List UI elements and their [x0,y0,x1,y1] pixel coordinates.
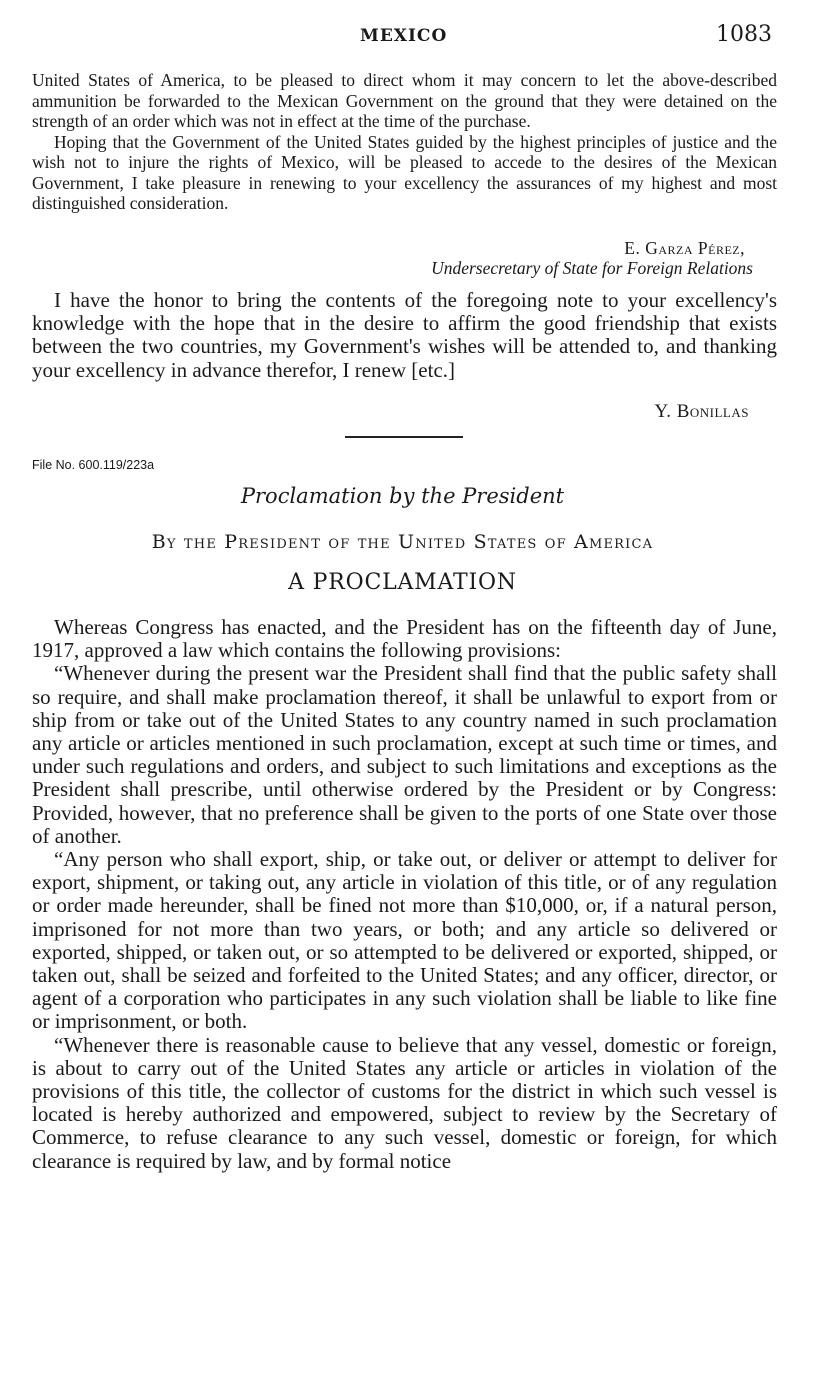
letter-paragraph: Hoping that the Government of the United States guided by the highest principles of justice and the wish not to injure the rights of Mexico, will be pleased to accede to the desires of the Mexican Government, I take pleasure in renewing to your excellency the assurances of my highest and most distinguished consideration. [32,131,777,213]
proclamation-by-line: By the President of the United States of America [151,531,654,553]
page-number: 1083 [716,22,772,47]
proclamation-body [32,616,777,1173]
letter-signature-title: Undersecretary of State for Foreign Relations [431,258,753,278]
covering-note-text: I have the honor to bring the contents of the foregoing note to your excellency's knowledge with the hope that in the desire to affirm the good friendship that exists between the two countries, my Government's wishes will be attended to, and thanking your excellency in advance therefor, I renew [etc.] [32,288,777,382]
proclamation-paragraph: “Any person who shall export, ship, or take out, or deliver or attempt to deliver for export, shipment, or taking out, any article in violation of this title, or of any regulation or order made hereunder, shall be fined not more than $10,000, or, if a natural person, imprisoned for not more than two years, or both; and any article so delivered or exported, shipped, or taken out, or so attempted to be delivered or exported, shipped, or taken out, shall be seized and forfeited to the United States; and any officer, director, or agent of a corporation who participates in any such violation shall be liable to like fine or imprisonment, or both. [32,847,777,1034]
proclamation-heading: Proclamation by the President [240,484,565,508]
letter-body [32,70,777,214]
letter-paragraph: United States of America, to be pleased to direct whom it may concern to let the above-described ammunition be forwarded to the Mexican Government on the ground that they were detained on the strength of an order which was not in effect at the time of the purchase. [32,70,777,131]
running-title: MEXICO [360,26,448,46]
covering-note [32,289,777,382]
file-number: File No. 600.119/223a [32,458,155,472]
proclamation-paragraph: “Whenever during the present war the President shall find that the public safety shall so require, and shall make proclamation thereof, it shall be unlawful to export from or ship from or take out of the United States to any country named in such proclamation any article or articles mentioned in such proclamation, except at such time or times, and under such regulations and orders, and subject to such limitations and exceptions as the President shall prescribe, until otherwise ordered by the President or by Congress: Provided, however, that no preference shall be given to the ports of one State over those of another. [32,661,777,848]
section-divider [345,436,463,438]
letter-signature-name: E. Garza Pérez, [624,238,745,258]
covering-note-signature: Y. Bonillas [654,401,749,422]
proclamation-title: A PROCLAMATION [288,570,517,595]
proclamation-paragraph: “Whenever there is reasonable cause to believe that any vessel, domestic or foreign, is about to carry out of the United States any article or articles in violation of the provisions of this title, the collector of customs for the district in which such vessel is located is hereby authorized and empowered, subject to review by the Secretary of Commerce, to refuse clearance to any such vessel, domestic or foreign, for which clearance is required by law, and by formal notice [32,1032,777,1173]
proclamation-paragraph: Whereas Congress has enacted, and the President has on the fifteenth day of June, 1917, approved a law which contains the following provisions: [32,615,777,663]
running-header [0,22,825,52]
